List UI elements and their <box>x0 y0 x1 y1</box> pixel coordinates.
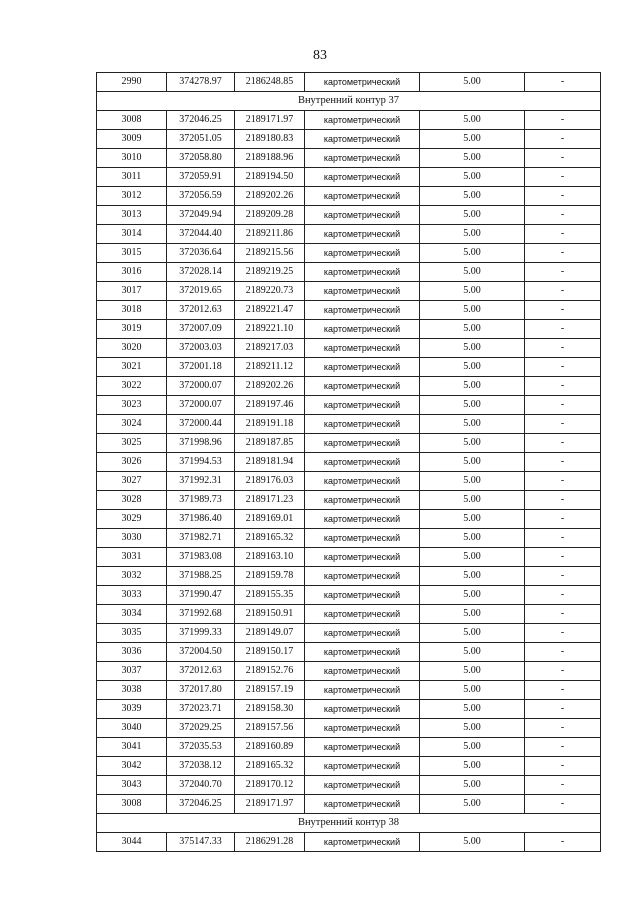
note-cell: - <box>525 111 601 130</box>
accuracy-cell: 5.00 <box>420 548 525 567</box>
note-cell: - <box>525 719 601 738</box>
section-header-row <box>97 92 601 111</box>
table-row <box>97 396 601 415</box>
accuracy-cell: 5.00 <box>420 168 525 187</box>
point-number-cell: 2990 <box>97 73 167 92</box>
x-coordinate-cell: 372023.71 <box>167 700 235 719</box>
method-cell: картометрический <box>305 643 420 662</box>
note-cell: - <box>525 206 601 225</box>
note-cell: - <box>525 662 601 681</box>
x-coordinate-cell: 372019.65 <box>167 282 235 301</box>
x-coordinate-cell: 372035.53 <box>167 738 235 757</box>
accuracy-cell: 5.00 <box>420 700 525 719</box>
accuracy-cell: 5.00 <box>420 567 525 586</box>
section-header-row <box>97 814 601 833</box>
y-coordinate-cell: 2189170.12 <box>235 776 305 795</box>
x-coordinate-cell: 371983.08 <box>167 548 235 567</box>
accuracy-cell: 5.00 <box>420 263 525 282</box>
note-cell: - <box>525 187 601 206</box>
method-cell: картометрический <box>305 73 420 92</box>
note-cell: - <box>525 130 601 149</box>
note-cell: - <box>525 149 601 168</box>
accuracy-cell: 5.00 <box>420 206 525 225</box>
method-cell: картометрический <box>305 206 420 225</box>
accuracy-cell: 5.00 <box>420 282 525 301</box>
y-coordinate-cell: 2189191.18 <box>235 415 305 434</box>
coordinates-table <box>96 72 601 852</box>
x-coordinate-cell: 372028.14 <box>167 263 235 282</box>
y-coordinate-cell: 2186291.28 <box>235 833 305 852</box>
point-number-cell: 3017 <box>97 282 167 301</box>
table-row <box>97 434 601 453</box>
x-coordinate-cell: 372038.12 <box>167 757 235 776</box>
method-cell: картометрический <box>305 168 420 187</box>
table-row <box>97 529 601 548</box>
y-coordinate-cell: 2189209.28 <box>235 206 305 225</box>
y-coordinate-cell: 2189169.01 <box>235 510 305 529</box>
note-cell: - <box>525 567 601 586</box>
y-coordinate-cell: 2189211.86 <box>235 225 305 244</box>
point-number-cell: 3013 <box>97 206 167 225</box>
accuracy-cell: 5.00 <box>420 491 525 510</box>
method-cell: картометрический <box>305 187 420 206</box>
method-cell: картометрический <box>305 358 420 377</box>
y-coordinate-cell: 2189158.30 <box>235 700 305 719</box>
point-number-cell: 3038 <box>97 681 167 700</box>
table-row <box>97 700 601 719</box>
accuracy-cell: 5.00 <box>420 377 525 396</box>
note-cell: - <box>525 434 601 453</box>
point-number-cell: 3010 <box>97 149 167 168</box>
table-row <box>97 168 601 187</box>
note-cell: - <box>525 396 601 415</box>
y-coordinate-cell: 2186248.85 <box>235 73 305 92</box>
x-coordinate-cell: 372036.64 <box>167 244 235 263</box>
accuracy-cell: 5.00 <box>420 738 525 757</box>
x-coordinate-cell: 372049.94 <box>167 206 235 225</box>
note-cell: - <box>525 757 601 776</box>
page-number: 83 <box>313 48 327 63</box>
accuracy-cell: 5.00 <box>420 225 525 244</box>
y-coordinate-cell: 2189180.83 <box>235 130 305 149</box>
table-row <box>97 244 601 263</box>
table-row <box>97 719 601 738</box>
method-cell: картометрический <box>305 548 420 567</box>
table-row <box>97 377 601 396</box>
accuracy-cell: 5.00 <box>420 529 525 548</box>
note-cell: - <box>525 377 601 396</box>
y-coordinate-cell: 2189171.97 <box>235 795 305 814</box>
table-row <box>97 320 601 339</box>
coordinates-table-body <box>97 73 601 852</box>
y-coordinate-cell: 2189221.47 <box>235 301 305 320</box>
y-coordinate-cell: 2189160.89 <box>235 738 305 757</box>
x-coordinate-cell: 372058.80 <box>167 149 235 168</box>
point-number-cell: 3033 <box>97 586 167 605</box>
y-coordinate-cell: 2189176.03 <box>235 472 305 491</box>
note-cell: - <box>525 168 601 187</box>
x-coordinate-cell: 372012.63 <box>167 301 235 320</box>
accuracy-cell: 5.00 <box>420 434 525 453</box>
point-number-cell: 3027 <box>97 472 167 491</box>
table-row <box>97 567 601 586</box>
method-cell: картометрический <box>305 776 420 795</box>
note-cell: - <box>525 73 601 92</box>
y-coordinate-cell: 2189152.76 <box>235 662 305 681</box>
table-row <box>97 263 601 282</box>
y-coordinate-cell: 2189159.78 <box>235 567 305 586</box>
x-coordinate-cell: 372040.70 <box>167 776 235 795</box>
method-cell: картометрический <box>305 339 420 358</box>
note-cell: - <box>525 795 601 814</box>
note-cell: - <box>525 700 601 719</box>
table-row <box>97 586 601 605</box>
accuracy-cell: 5.00 <box>420 795 525 814</box>
table-row <box>97 605 601 624</box>
point-number-cell: 3043 <box>97 776 167 795</box>
x-coordinate-cell: 371988.25 <box>167 567 235 586</box>
x-coordinate-cell: 372056.59 <box>167 187 235 206</box>
y-coordinate-cell: 2189149.07 <box>235 624 305 643</box>
point-number-cell: 3029 <box>97 510 167 529</box>
y-coordinate-cell: 2189221.10 <box>235 320 305 339</box>
accuracy-cell: 5.00 <box>420 833 525 852</box>
note-cell: - <box>525 244 601 263</box>
y-coordinate-cell: 2189157.19 <box>235 681 305 700</box>
note-cell: - <box>525 472 601 491</box>
table-row <box>97 757 601 776</box>
note-cell: - <box>525 263 601 282</box>
method-cell: картометрический <box>305 301 420 320</box>
x-coordinate-cell: 372000.07 <box>167 377 235 396</box>
x-coordinate-cell: 372044.40 <box>167 225 235 244</box>
x-coordinate-cell: 372007.09 <box>167 320 235 339</box>
method-cell: картометрический <box>305 472 420 491</box>
x-coordinate-cell: 371994.53 <box>167 453 235 472</box>
point-number-cell: 3021 <box>97 358 167 377</box>
note-cell: - <box>525 339 601 358</box>
note-cell: - <box>525 529 601 548</box>
point-number-cell: 3037 <box>97 662 167 681</box>
accuracy-cell: 5.00 <box>420 244 525 263</box>
point-number-cell: 3032 <box>97 567 167 586</box>
section-header-cell: Внутренний контур 37 <box>97 92 601 111</box>
y-coordinate-cell: 2189150.91 <box>235 605 305 624</box>
point-number-cell: 3024 <box>97 415 167 434</box>
accuracy-cell: 5.00 <box>420 605 525 624</box>
method-cell: картометрический <box>305 111 420 130</box>
point-number-cell: 3019 <box>97 320 167 339</box>
method-cell: картометрический <box>305 244 420 263</box>
method-cell: картометрический <box>305 263 420 282</box>
method-cell: картометрический <box>305 149 420 168</box>
accuracy-cell: 5.00 <box>420 301 525 320</box>
y-coordinate-cell: 2189217.03 <box>235 339 305 358</box>
point-number-cell: 3035 <box>97 624 167 643</box>
point-number-cell: 3039 <box>97 700 167 719</box>
table-row <box>97 624 601 643</box>
x-coordinate-cell: 371990.47 <box>167 586 235 605</box>
accuracy-cell: 5.00 <box>420 624 525 643</box>
x-coordinate-cell: 372046.25 <box>167 111 235 130</box>
table-row <box>97 130 601 149</box>
accuracy-cell: 5.00 <box>420 662 525 681</box>
point-number-cell: 3008 <box>97 111 167 130</box>
point-number-cell: 3020 <box>97 339 167 358</box>
note-cell: - <box>525 738 601 757</box>
table-row <box>97 510 601 529</box>
point-number-cell: 3012 <box>97 187 167 206</box>
note-cell: - <box>525 833 601 852</box>
x-coordinate-cell: 372001.18 <box>167 358 235 377</box>
accuracy-cell: 5.00 <box>420 719 525 738</box>
y-coordinate-cell: 2189194.50 <box>235 168 305 187</box>
y-coordinate-cell: 2189187.85 <box>235 434 305 453</box>
x-coordinate-cell: 372029.25 <box>167 719 235 738</box>
accuracy-cell: 5.00 <box>420 149 525 168</box>
y-coordinate-cell: 2189219.25 <box>235 263 305 282</box>
x-coordinate-cell: 371998.96 <box>167 434 235 453</box>
x-coordinate-cell: 372059.91 <box>167 168 235 187</box>
y-coordinate-cell: 2189157.56 <box>235 719 305 738</box>
table-row <box>97 643 601 662</box>
x-coordinate-cell: 371992.68 <box>167 605 235 624</box>
x-coordinate-cell: 372000.44 <box>167 415 235 434</box>
method-cell: картометрический <box>305 491 420 510</box>
y-coordinate-cell: 2189171.23 <box>235 491 305 510</box>
y-coordinate-cell: 2189215.56 <box>235 244 305 263</box>
method-cell: картометрический <box>305 453 420 472</box>
table-row <box>97 453 601 472</box>
accuracy-cell: 5.00 <box>420 358 525 377</box>
y-coordinate-cell: 2189202.26 <box>235 187 305 206</box>
accuracy-cell: 5.00 <box>420 111 525 130</box>
point-number-cell: 3025 <box>97 434 167 453</box>
method-cell: картометрический <box>305 529 420 548</box>
point-number-cell: 3009 <box>97 130 167 149</box>
table-row <box>97 358 601 377</box>
table-row <box>97 339 601 358</box>
point-number-cell: 3018 <box>97 301 167 320</box>
method-cell: картометрический <box>305 415 420 434</box>
accuracy-cell: 5.00 <box>420 453 525 472</box>
method-cell: картометрический <box>305 510 420 529</box>
note-cell: - <box>525 491 601 510</box>
accuracy-cell: 5.00 <box>420 130 525 149</box>
method-cell: картометрический <box>305 795 420 814</box>
note-cell: - <box>525 225 601 244</box>
note-cell: - <box>525 301 601 320</box>
note-cell: - <box>525 320 601 339</box>
x-coordinate-cell: 372003.03 <box>167 339 235 358</box>
point-number-cell: 3016 <box>97 263 167 282</box>
method-cell: картометрический <box>305 282 420 301</box>
method-cell: картометрический <box>305 624 420 643</box>
accuracy-cell: 5.00 <box>420 339 525 358</box>
accuracy-cell: 5.00 <box>420 73 525 92</box>
point-number-cell: 3028 <box>97 491 167 510</box>
point-number-cell: 3015 <box>97 244 167 263</box>
table-row <box>97 282 601 301</box>
point-number-cell: 3042 <box>97 757 167 776</box>
accuracy-cell: 5.00 <box>420 472 525 491</box>
note-cell: - <box>525 510 601 529</box>
x-coordinate-cell: 372051.05 <box>167 130 235 149</box>
x-coordinate-cell: 372017.80 <box>167 681 235 700</box>
point-number-cell: 3026 <box>97 453 167 472</box>
method-cell: картометрический <box>305 662 420 681</box>
x-coordinate-cell: 371999.33 <box>167 624 235 643</box>
point-number-cell: 3014 <box>97 225 167 244</box>
point-number-cell: 3036 <box>97 643 167 662</box>
x-coordinate-cell: 371992.31 <box>167 472 235 491</box>
table-row <box>97 491 601 510</box>
y-coordinate-cell: 2189202.26 <box>235 377 305 396</box>
table-row <box>97 187 601 206</box>
accuracy-cell: 5.00 <box>420 320 525 339</box>
method-cell: картометрический <box>305 434 420 453</box>
method-cell: картометрический <box>305 681 420 700</box>
note-cell: - <box>525 453 601 472</box>
x-coordinate-cell: 372000.07 <box>167 396 235 415</box>
accuracy-cell: 5.00 <box>420 415 525 434</box>
note-cell: - <box>525 681 601 700</box>
y-coordinate-cell: 2189171.97 <box>235 111 305 130</box>
table-row <box>97 415 601 434</box>
x-coordinate-cell: 371982.71 <box>167 529 235 548</box>
y-coordinate-cell: 2189197.46 <box>235 396 305 415</box>
point-number-cell: 3008 <box>97 795 167 814</box>
y-coordinate-cell: 2189155.35 <box>235 586 305 605</box>
y-coordinate-cell: 2189150.17 <box>235 643 305 662</box>
accuracy-cell: 5.00 <box>420 776 525 795</box>
accuracy-cell: 5.00 <box>420 510 525 529</box>
y-coordinate-cell: 2189211.12 <box>235 358 305 377</box>
table-row <box>97 548 601 567</box>
table-row <box>97 206 601 225</box>
method-cell: картометрический <box>305 586 420 605</box>
table-row <box>97 833 601 852</box>
table-row <box>97 776 601 795</box>
table-row <box>97 149 601 168</box>
table-row <box>97 795 601 814</box>
y-coordinate-cell: 2189163.10 <box>235 548 305 567</box>
point-number-cell: 3040 <box>97 719 167 738</box>
accuracy-cell: 5.00 <box>420 586 525 605</box>
note-cell: - <box>525 776 601 795</box>
y-coordinate-cell: 2189181.94 <box>235 453 305 472</box>
x-coordinate-cell: 374278.97 <box>167 73 235 92</box>
method-cell: картометрический <box>305 225 420 244</box>
method-cell: картометрический <box>305 130 420 149</box>
accuracy-cell: 5.00 <box>420 681 525 700</box>
note-cell: - <box>525 643 601 662</box>
method-cell: картометрический <box>305 377 420 396</box>
method-cell: картометрический <box>305 605 420 624</box>
note-cell: - <box>525 415 601 434</box>
section-header-cell: Внутренний контур 38 <box>97 814 601 833</box>
table-row <box>97 301 601 320</box>
method-cell: картометрический <box>305 320 420 339</box>
method-cell: картометрический <box>305 700 420 719</box>
y-coordinate-cell: 2189220.73 <box>235 282 305 301</box>
accuracy-cell: 5.00 <box>420 643 525 662</box>
y-coordinate-cell: 2189188.96 <box>235 149 305 168</box>
point-number-cell: 3023 <box>97 396 167 415</box>
point-number-cell: 3041 <box>97 738 167 757</box>
method-cell: картометрический <box>305 396 420 415</box>
x-coordinate-cell: 375147.33 <box>167 833 235 852</box>
table-row <box>97 738 601 757</box>
table-row <box>97 111 601 130</box>
x-coordinate-cell: 372012.63 <box>167 662 235 681</box>
note-cell: - <box>525 624 601 643</box>
point-number-cell: 3022 <box>97 377 167 396</box>
accuracy-cell: 5.00 <box>420 396 525 415</box>
y-coordinate-cell: 2189165.32 <box>235 757 305 776</box>
table-row <box>97 225 601 244</box>
point-number-cell: 3034 <box>97 605 167 624</box>
x-coordinate-cell: 371986.40 <box>167 510 235 529</box>
method-cell: картометрический <box>305 738 420 757</box>
note-cell: - <box>525 586 601 605</box>
table-row <box>97 681 601 700</box>
point-number-cell: 3011 <box>97 168 167 187</box>
method-cell: картометрический <box>305 567 420 586</box>
note-cell: - <box>525 358 601 377</box>
table-row <box>97 472 601 491</box>
method-cell: картометрический <box>305 719 420 738</box>
point-number-cell: 3044 <box>97 833 167 852</box>
point-number-cell: 3030 <box>97 529 167 548</box>
method-cell: картометрический <box>305 757 420 776</box>
note-cell: - <box>525 282 601 301</box>
note-cell: - <box>525 605 601 624</box>
x-coordinate-cell: 372004.50 <box>167 643 235 662</box>
table-row <box>97 662 601 681</box>
y-coordinate-cell: 2189165.32 <box>235 529 305 548</box>
table-row <box>97 73 601 92</box>
accuracy-cell: 5.00 <box>420 757 525 776</box>
accuracy-cell: 5.00 <box>420 187 525 206</box>
note-cell: - <box>525 548 601 567</box>
x-coordinate-cell: 371989.73 <box>167 491 235 510</box>
point-number-cell: 3031 <box>97 548 167 567</box>
method-cell: картометрический <box>305 833 420 852</box>
x-coordinate-cell: 372046.25 <box>167 795 235 814</box>
